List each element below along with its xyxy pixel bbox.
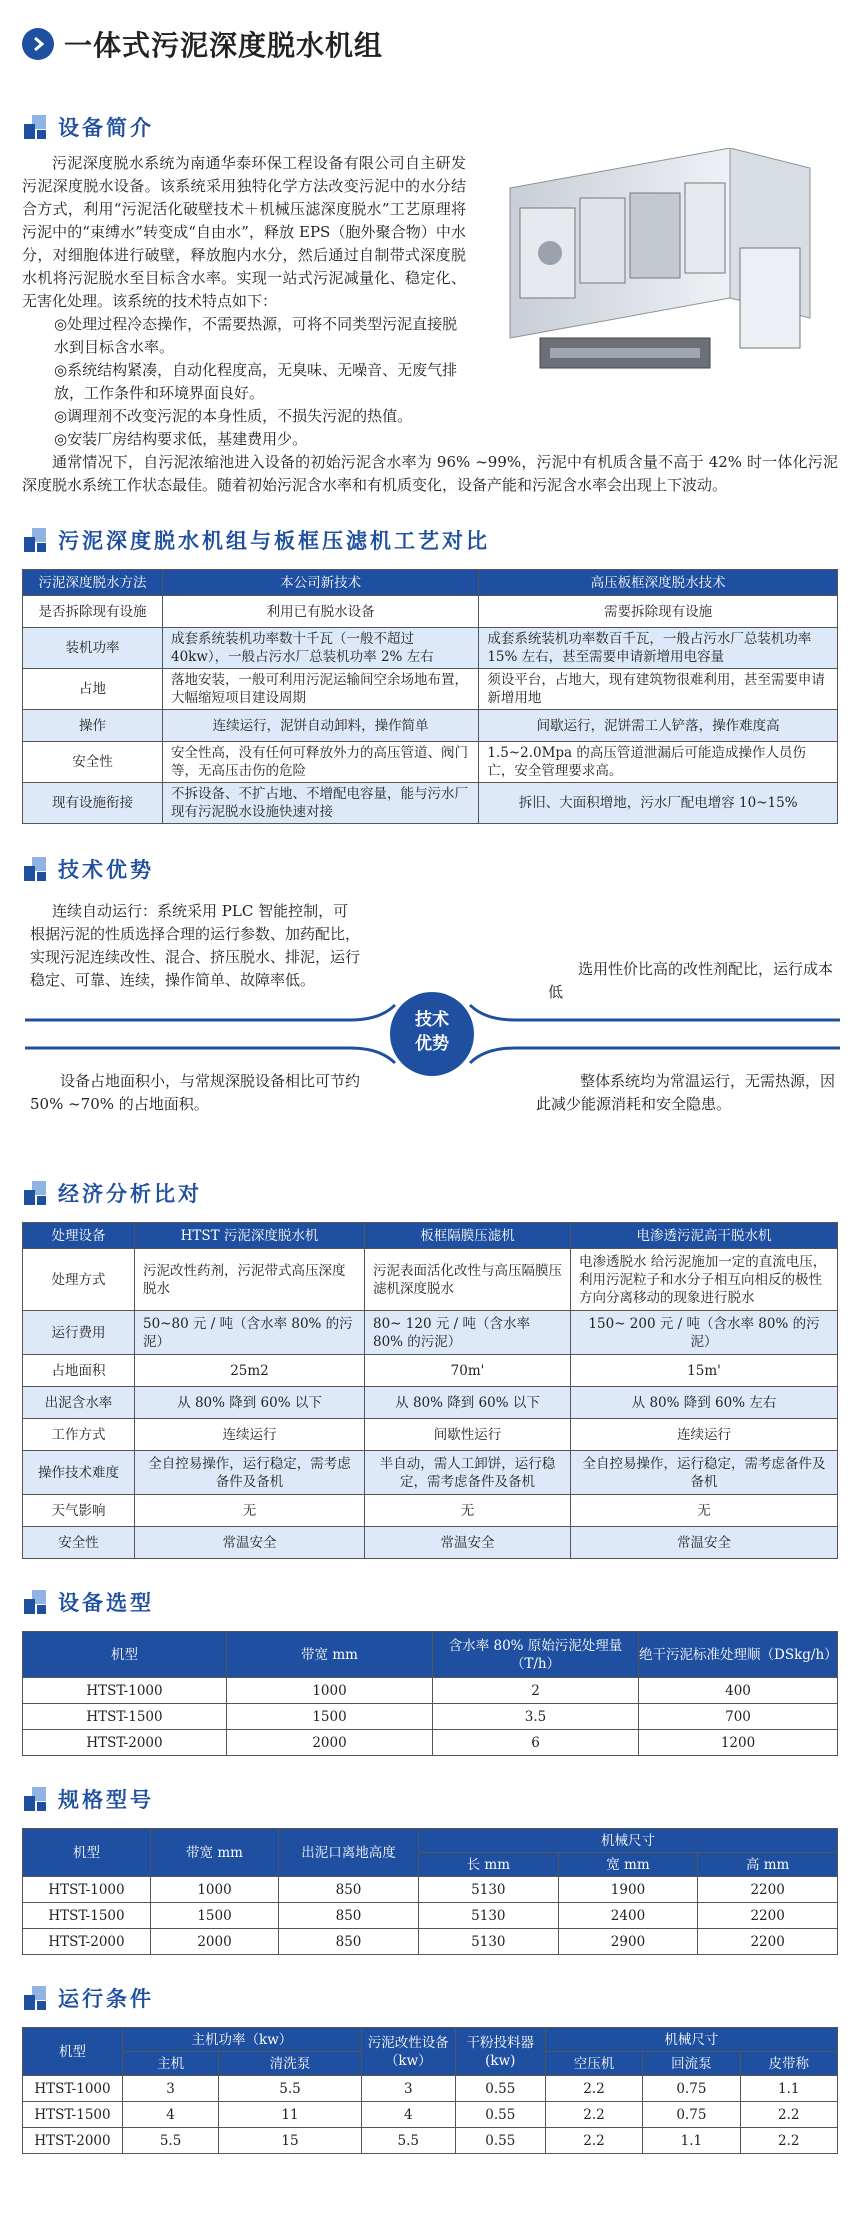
table-cell: 成套系统装机功率数百千瓦，一般占污水厂总装机功率 15% 左右，甚至需要申请新增用电容量: [479, 628, 838, 669]
machine-image: [480, 148, 838, 388]
table-cell: 占地: [23, 669, 163, 710]
table-cell: 1900: [558, 1877, 698, 1903]
table-cell: 6: [433, 1730, 639, 1756]
table-cell: 落地安装，一般可利用污泥运输间空余场地布置，大幅缩短项目建设周期: [163, 669, 479, 710]
table-cell: 2900: [558, 1929, 698, 1955]
intro-block: [0, 152, 860, 497]
section-title: 设备简介: [58, 116, 154, 140]
table-cell: HTST-2000: [23, 2128, 123, 2154]
table-cell: 2200: [698, 1903, 838, 1929]
table-header: 主机: [123, 2052, 219, 2076]
table-header: 空压机: [545, 2052, 642, 2076]
table-cell: 850: [279, 1877, 419, 1903]
tech-center-line: 优势: [415, 1034, 449, 1054]
tech-diagram: [0, 900, 860, 1150]
table-cell: 400: [639, 1678, 838, 1704]
table-cell: 连续运行，泥饼自动卸料，操作简单: [163, 710, 479, 742]
table-cell: 从 80% 降到 60% 以下: [365, 1387, 571, 1419]
table-cell: 需要拆除现有设施: [479, 596, 838, 628]
table-cell: 5130: [419, 1929, 559, 1955]
table-header: 清洗泵: [219, 2052, 362, 2076]
table-cell: HTST-1000: [23, 1877, 151, 1903]
table-header: HTST 污泥深度脱水机: [135, 1223, 365, 1249]
tech-text-top-right: 选用性价比高的改性剂配比，运行成本低: [548, 960, 834, 1001]
table-cell: 70m': [365, 1355, 571, 1387]
table-cell: 0.75: [643, 2102, 740, 2128]
table-cell: 运行费用: [23, 1311, 135, 1355]
feature-bullet: ◎系统结构紧凑，自动化程度高，无臭味、无噪音、无废气排放，工作条件和环境界面良好。: [54, 361, 458, 402]
intro-paragraph-2: 通常情况下，自污泥浓缩池进入设备的初始污泥含水率为 96% ~99%，污泥中有机质含量不高于 42% 时一体化污泥深度脱水系统工作状态最佳。随着初始污泥含水率和有机质变化，设备产能和污泥含水率会出现上下波动。: [22, 453, 838, 494]
table-cell: 电渗透脱水 给污泥施加一定的直流电压，利用污泥粒子和水分子相互向相反的极性方向分离移动的现象进行脱水: [571, 1249, 838, 1311]
table-header: 高压板框深度脱水技术: [479, 570, 838, 596]
table-cell: 2: [433, 1678, 639, 1704]
table-header: 长 mm: [419, 1853, 559, 1877]
table-cell: 5130: [419, 1877, 559, 1903]
section-icon: [24, 115, 48, 139]
table-cell: 1000: [227, 1678, 433, 1704]
table-header: 高 mm: [698, 1853, 838, 1877]
table-cell: 利用已有脱水设备: [163, 596, 479, 628]
table-cell: 从 80% 降到 60% 左右: [571, 1387, 838, 1419]
table-cell: 从 80% 降到 60% 以下: [135, 1387, 365, 1419]
select-table: [22, 1631, 838, 1756]
table-cell: 1.1: [740, 2076, 837, 2102]
section-title: 设备选型: [58, 1591, 154, 1615]
table-cell: 无: [135, 1495, 365, 1527]
table-cell: HTST-1500: [23, 1903, 151, 1929]
feature-bullet: ◎调理剂不改变污泥的本身性质，不损失污泥的热值。: [54, 407, 413, 425]
table-header: 机械尺寸: [419, 1829, 838, 1853]
table-cell: 拆旧、大面积增地，污水厂配电增容 10~15%: [479, 783, 838, 824]
table-header: 污泥改性设备（kw）: [361, 2028, 455, 2076]
table-cell: 50~80 元 / 吨（含水率 80% 的污泥）: [135, 1311, 365, 1355]
table-header: 机型: [23, 1632, 227, 1678]
table-cell: 污泥表面活化改性与高压隔膜压滤机深度脱水: [365, 1249, 571, 1311]
section-icon: [24, 857, 48, 881]
table-cell: 850: [279, 1929, 419, 1955]
table-cell: 全自控易操作，运行稳定，需考虑备件及备机: [571, 1451, 838, 1495]
section-title: 规格型号: [58, 1788, 154, 1812]
table-cell: 2400: [558, 1903, 698, 1929]
table-cell: 15m': [571, 1355, 838, 1387]
table-cell: 工作方式: [23, 1419, 135, 1451]
feature-bullet: ◎安装厂房结构要求低，基建费用少。: [54, 430, 308, 448]
table-cell: 15: [219, 2128, 362, 2154]
table-header: 电渗透污泥高干脱水机: [571, 1223, 838, 1249]
table-cell: 间歇运行，泥饼需工人铲落，操作难度高: [479, 710, 838, 742]
table-cell: 1500: [151, 1903, 279, 1929]
table-header: 宽 mm: [558, 1853, 698, 1877]
table-cell: 操作: [23, 710, 163, 742]
table-cell: 2.2: [545, 2102, 642, 2128]
table-cell: 850: [279, 1903, 419, 1929]
table-header: 带宽 mm: [227, 1632, 433, 1678]
table-cell: 11: [219, 2102, 362, 2128]
table-cell: 不拆设备、不扩占地、不增配电容量，能与污水厂现有污泥脱水设施快速对接: [163, 783, 479, 824]
table-cell: 2200: [698, 1877, 838, 1903]
table-cell: 间歇性运行: [365, 1419, 571, 1451]
section-run-heading: [0, 1981, 860, 2015]
table-cell: 成套系统装机功率数十千瓦（一般不超过 40kw），一般占污水厂总装机功率 2% 左右: [163, 628, 479, 669]
table-cell: 2000: [227, 1730, 433, 1756]
table-cell: 占地面积: [23, 1355, 135, 1387]
table-header: 机型: [23, 2028, 123, 2076]
table-cell: 须设平台，占地大，现有建筑物很难利用，甚至需要申请新增用地: [479, 669, 838, 710]
table-cell: 现有设施衔接: [23, 783, 163, 824]
table-cell: 安全性: [23, 1527, 135, 1559]
table-cell: 0.55: [455, 2128, 545, 2154]
table-header: 机型: [23, 1829, 151, 1877]
table-cell: 700: [639, 1704, 838, 1730]
section-title: 运行条件: [58, 1987, 154, 2011]
table-cell: 25m2: [135, 1355, 365, 1387]
table-cell: HTST-1500: [23, 1704, 227, 1730]
table-header: 板框隔膜压滤机: [365, 1223, 571, 1249]
table-cell: 1.1: [643, 2128, 740, 2154]
section-icon: [24, 528, 48, 552]
table-cell: 4: [361, 2102, 455, 2128]
page-title: 一体式污泥深度脱水机组: [64, 29, 384, 62]
chevron-right-icon: [22, 28, 54, 60]
table-cell: 5.5: [123, 2128, 219, 2154]
table-cell: 装机功率: [23, 628, 163, 669]
table-cell: 1500: [227, 1704, 433, 1730]
table-cell: 处理方式: [23, 1249, 135, 1311]
table-header: 带宽 mm: [151, 1829, 279, 1877]
table-cell: HTST-2000: [23, 1929, 151, 1955]
run-table: [22, 2027, 838, 2154]
table-header: 污泥深度脱水方法: [23, 570, 163, 596]
table-cell: 2200: [698, 1929, 838, 1955]
table-header: 皮带称: [740, 2052, 837, 2076]
tech-text-bottom-right: 整体系统均为常温运行，无需热源，因此减少能源消耗和安全隐患。: [536, 1072, 836, 1113]
section-specs-heading: [0, 1782, 860, 1816]
table-cell: 无: [365, 1495, 571, 1527]
section-title: 技术优势: [58, 858, 154, 882]
title-bar: [0, 0, 860, 88]
table-cell: 连续运行: [571, 1419, 838, 1451]
table-cell: HTST-1500: [23, 2102, 123, 2128]
table-cell: 安全性高，没有任何可释放外力的高压管道、阀门等，无高压击伤的危险: [163, 742, 479, 783]
table-cell: HTST-1000: [23, 1678, 227, 1704]
table-cell: 5.5: [219, 2076, 362, 2102]
table-cell: 安全性: [23, 742, 163, 783]
table-cell: 操作技术难度: [23, 1451, 135, 1495]
table-cell: 无: [571, 1495, 838, 1527]
table-header: 本公司新技术: [163, 570, 479, 596]
section-icon: [24, 1787, 48, 1811]
table-cell: 4: [123, 2102, 219, 2128]
tech-text-bottom-left: 设备占地面积小，与常规深脱设备相比可节约 50% ~70% 的占地面积。: [30, 1072, 361, 1113]
table-cell: 3: [361, 2076, 455, 2102]
table-header: 绝干污泥标准处理顺（DSkg/h）: [639, 1632, 838, 1678]
tech-text-top-left: 连续自动运行：系统采用 PLC 智能控制，可根据污泥的性质选择合理的运行参数、加药配比，实现污泥连续改性、混合、挤压脱水、排泥，运行稳定、可靠、连续，操作简单、故障率低。: [30, 902, 361, 989]
table-cell: 1.5~2.0Mpa 的高压管道泄漏后可能造成操作人员伤亡，安全管理要求高。: [479, 742, 838, 783]
table-cell: 150~ 200 元 / 吨（含水率 80% 的污泥）: [571, 1311, 838, 1355]
table-cell: 3.5: [433, 1704, 639, 1730]
section-compare-heading: [0, 523, 860, 557]
table-cell: 常温安全: [571, 1527, 838, 1559]
table-cell: 5.5: [361, 2128, 455, 2154]
section-tech-heading: [0, 852, 860, 886]
table-cell: 2.2: [740, 2102, 837, 2128]
table-cell: 1000: [151, 1877, 279, 1903]
table-cell: 2.2: [545, 2128, 642, 2154]
compare-table: [22, 569, 838, 824]
table-cell: 0.55: [455, 2076, 545, 2102]
table-header: 出泥口离地高度: [279, 1829, 419, 1877]
table-cell: 天气影响: [23, 1495, 135, 1527]
table-cell: 2.2: [545, 2076, 642, 2102]
table-cell: 半自动，需人工卸饼，运行稳定，需考虑备件及备机: [365, 1451, 571, 1495]
tech-center-line: 技术: [415, 1010, 449, 1030]
table-header: 含水率 80% 原始污泥处理量（T/h）: [433, 1632, 639, 1678]
table-cell: 3: [123, 2076, 219, 2102]
table-cell: 2000: [151, 1929, 279, 1955]
table-cell: 1200: [639, 1730, 838, 1756]
section-icon: [24, 1590, 48, 1614]
section-title: 经济分析比对: [58, 1182, 202, 1206]
tech-center-label: [392, 1008, 472, 1056]
section-select-heading: [0, 1585, 860, 1619]
table-header: 干粉投料器(kw): [455, 2028, 545, 2076]
table-header: 主机功率（kw）: [123, 2028, 362, 2052]
feature-bullet: ◎处理过程冷态操作，不需要热源，可将不同类型污泥直接脱水到目标含水率。: [54, 315, 458, 356]
section-title: 污泥深度脱水机组与板框压滤机工艺对比: [58, 529, 490, 553]
table-cell: 出泥含水率: [23, 1387, 135, 1419]
table-cell: 80~ 120 元 / 吨（含水率 80% 的污泥）: [365, 1311, 571, 1355]
section-icon: [24, 1181, 48, 1205]
table-cell: 常温安全: [365, 1527, 571, 1559]
table-cell: 0.75: [643, 2076, 740, 2102]
economy-table: [22, 1222, 838, 1559]
table-cell: 常温安全: [135, 1527, 365, 1559]
table-header: 处理设备: [23, 1223, 135, 1249]
intro-paragraph-1: 污泥深度脱水系统为南通华泰环保工程设备有限公司自主研发污泥深度脱水设备。该系统采用独特化学方法改变污泥中的水分结合方式，利用“污泥活化破壁技术＋机械压滤深度脱水”工艺原理将污泥中的“束缚水”转变成“自由水”，释放 EPS（胞外聚合物）中水分，对细胞体进行破壁，释放胞内水分，然后通过自制带式深度脱水机将污泥脱水至目标含水率。实现一站式污泥减量化、稳定化、无害化处理。该系统的技术特点如下：: [22, 154, 466, 310]
table-cell: 2.2: [740, 2128, 837, 2154]
table-cell: HTST-2000: [23, 1730, 227, 1756]
table-cell: HTST-1000: [23, 2076, 123, 2102]
section-icon: [24, 1986, 48, 2010]
table-cell: 是否拆除现有设施: [23, 596, 163, 628]
table-header: 机械尺寸: [545, 2028, 837, 2052]
table-cell: 连续运行: [135, 1419, 365, 1451]
table-cell: 0.55: [455, 2102, 545, 2128]
section-intro-heading: [0, 110, 860, 144]
section-economy-heading: [0, 1176, 860, 1210]
specs-table: [22, 1828, 838, 1955]
table-header: 回流泵: [643, 2052, 740, 2076]
table-cell: 5130: [419, 1903, 559, 1929]
table-cell: 污泥改性药剂，污泥带式高压深度脱水: [135, 1249, 365, 1311]
table-cell: 全自控易操作，运行稳定，需考虑备件及备机: [135, 1451, 365, 1495]
